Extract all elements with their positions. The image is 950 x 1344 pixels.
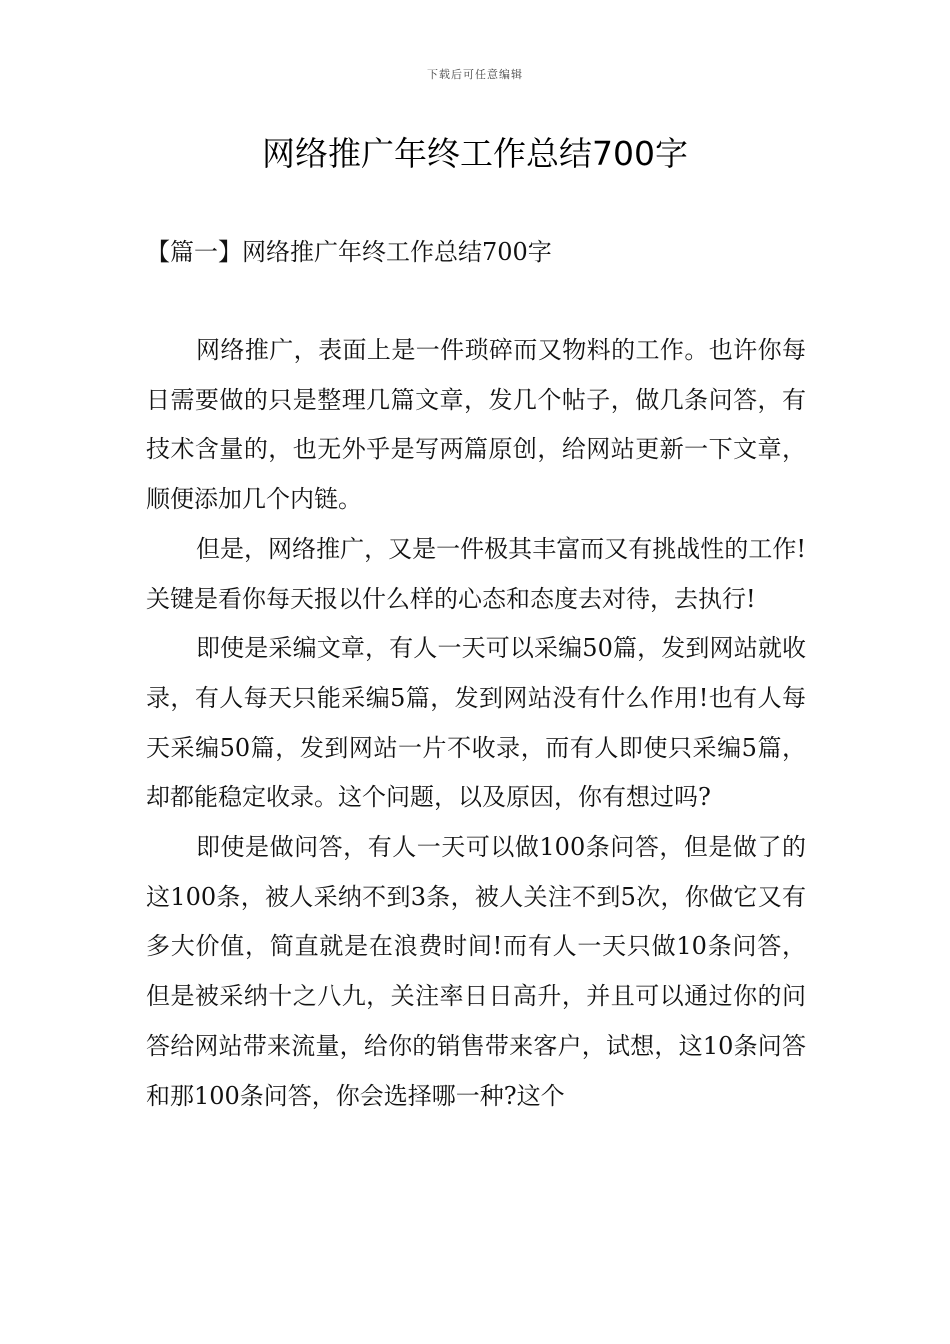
section-heading: 【篇一】网络推广年终工作总结700字 <box>146 238 552 266</box>
paragraph-1: 网络推广，表面上是一件琐碎而又物料的工作。也许你每日需要做的只是整理几篇文章，发几个帖子，做几条问答，有技术含量的，也无外乎是写两篇原创，给网站更新一下文章，顺便添加几个内链。 <box>146 336 806 514</box>
header-note: 下载后可任意编辑 <box>427 68 523 81</box>
document-title: 网络推广年终工作总结700字 <box>262 134 688 173</box>
paragraph-4: 即使是做问答，有人一天可以做100条问答，但是做了的这100条，被人采纳不到3条，被人关注不到5次，你做它又有多大价值，简直就是在浪费时间!而有人一天只做10条问答，但是被采纳十之八九，关注率日日高升，并且可以通过你的问答给网站带来流量，给你的销售带来客户，试想，这10条问答和那100条问答，你会选择哪一种?这个 <box>146 833 806 1110</box>
paragraph-3: 即使是采编文章，有人一天可以采编50篇，发到网站就收录，有人每天只能采编5篇，发到网站没有什么作用!也有人每天采编50篇，发到网站一片不收录，而有人即使只采编5篇，却都能稳定收录。这个问题，以及原因，你有想过吗? <box>146 634 806 812</box>
paragraph-2: 但是，网络推广，又是一件极其丰富而又有挑战性的工作!关键是看你每天报以什么样的心态和态度去对待，去执行! <box>146 534 806 613</box>
body-text <box>146 326 806 1121</box>
